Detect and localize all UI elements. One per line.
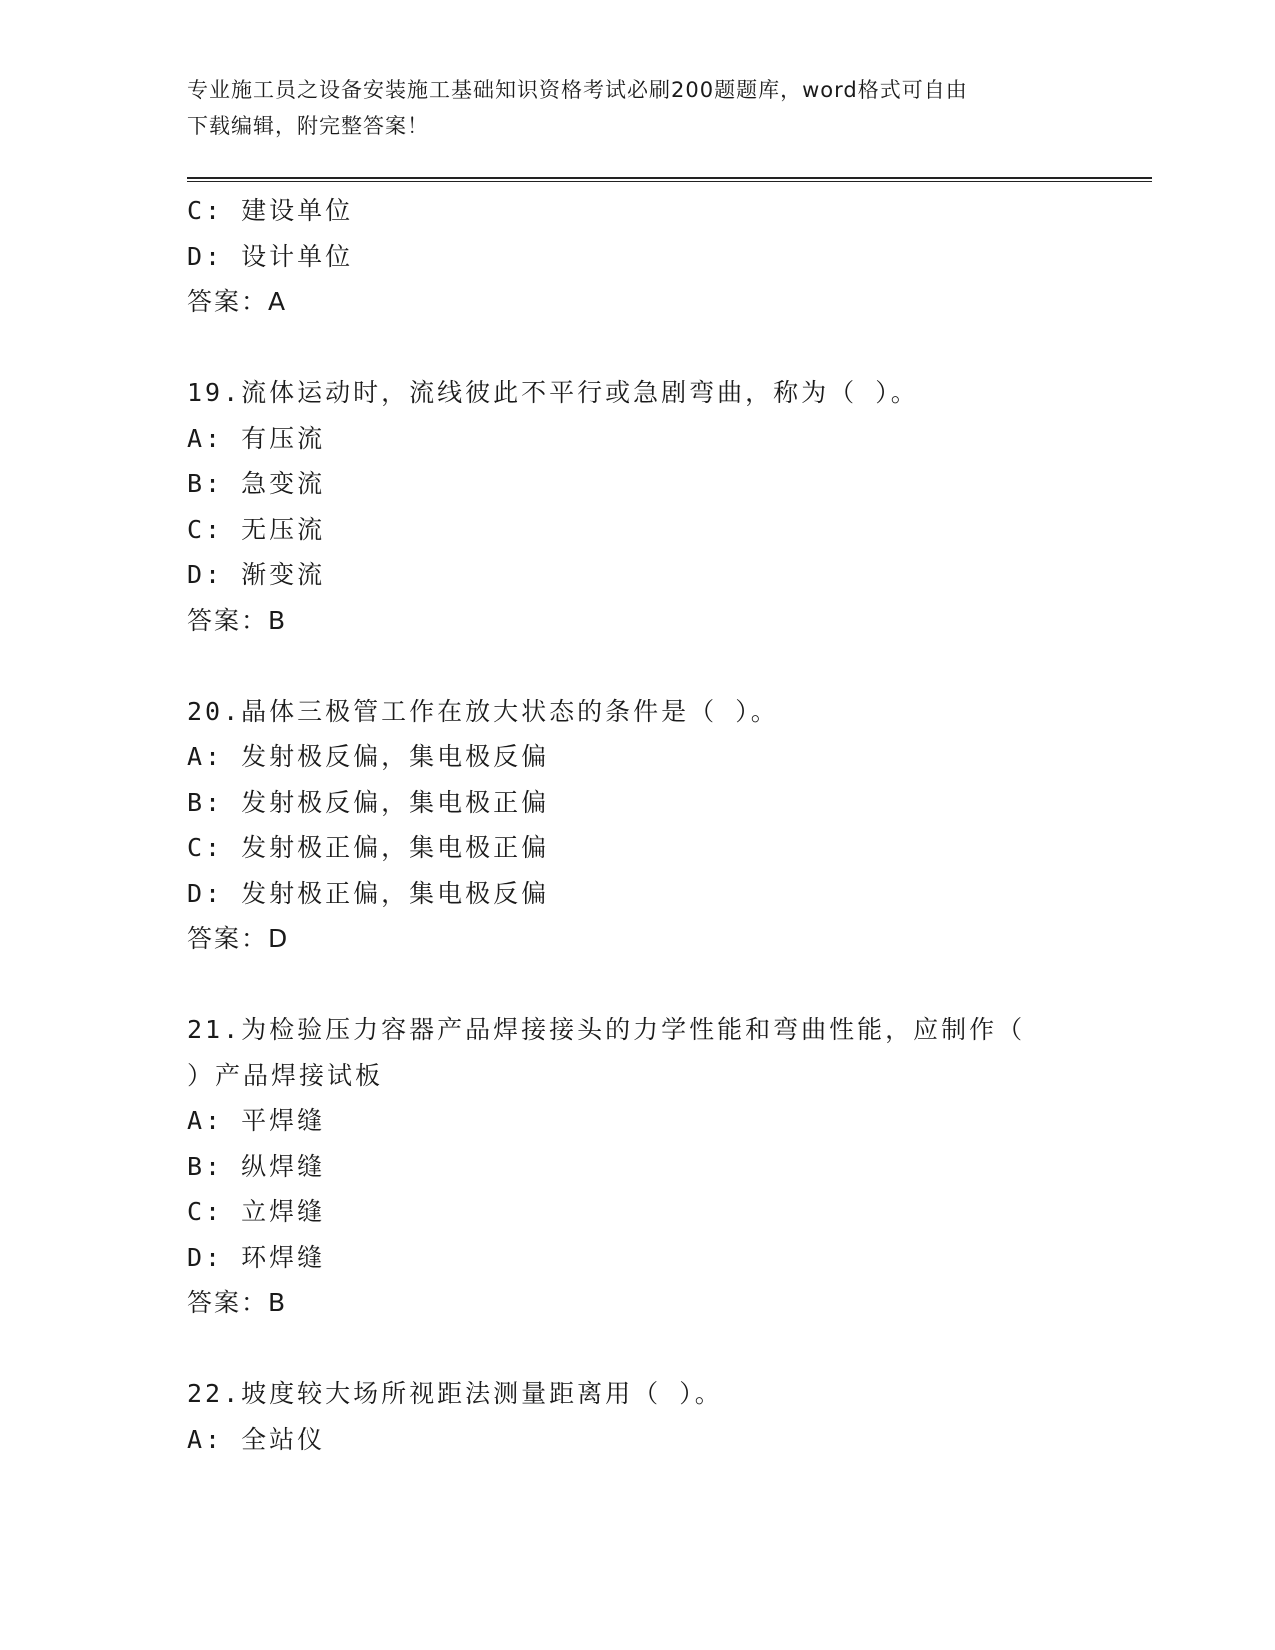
option-d: D: 渐变流 [187,560,326,589]
answer-line: 答案：A [187,287,288,316]
option-c: C: 立焊缝 [187,1197,326,1226]
question-stem: 21.为检验压力容器产品焊接接头的力学性能和弯曲性能，应制作（ [187,1015,1026,1044]
spacer [187,1326,1087,1372]
option-c: C: 无压流 [187,514,326,544]
option-a: A: 平焊缝 [187,1106,326,1135]
question-block [187,689,1087,962]
question-block [187,1007,1087,1326]
option-a: A: 全站仪 [187,1424,326,1454]
question-block [187,1371,1087,1462]
answer-line: 答案：B [187,605,288,635]
header-line-1: 专业施工员之设备安装施工基础知识资格考试必刷200题题库，word格式可自由 [187,78,968,102]
question-stem: 20.晶体三极管工作在放大状态的条件是（ ）。 [187,696,779,726]
answer-line: 答案：B [187,1288,288,1317]
option-d: D: 发射极正偏，集电极反偏 [187,878,550,908]
document-body [187,188,1087,1462]
question-stem: 22.坡度较大场所视距法测量距离用（ ）。 [187,1379,723,1408]
option-b: B: 发射极反偏，集电极正偏 [187,787,550,817]
question-block [187,370,1087,643]
question-stem-continued: ）产品焊接试板 [187,1060,384,1090]
option-d: D: 环焊缝 [187,1242,326,1272]
option-c: C: 建设单位 [187,196,354,225]
header-divider [187,177,1152,182]
option-b: B: 急变流 [187,469,326,498]
page-header [187,72,1087,144]
spacer [187,643,1087,689]
option-d: D: 设计单位 [187,241,354,271]
spacer [187,325,1087,371]
answer-line: 答案：D [187,924,290,953]
option-c: C: 发射极正偏，集电极正偏 [187,833,550,862]
option-a: A: 有压流 [187,423,326,453]
question-stem: 19.流体运动时，流线彼此不平行或急剧弯曲，称为（ ）。 [187,378,919,407]
spacer [187,962,1087,1008]
option-a: A: 发射极反偏，集电极反偏 [187,742,550,771]
header-line-2: 下载编辑，附完整答案！ [187,114,429,138]
option-b: B: 纵焊缝 [187,1151,326,1181]
